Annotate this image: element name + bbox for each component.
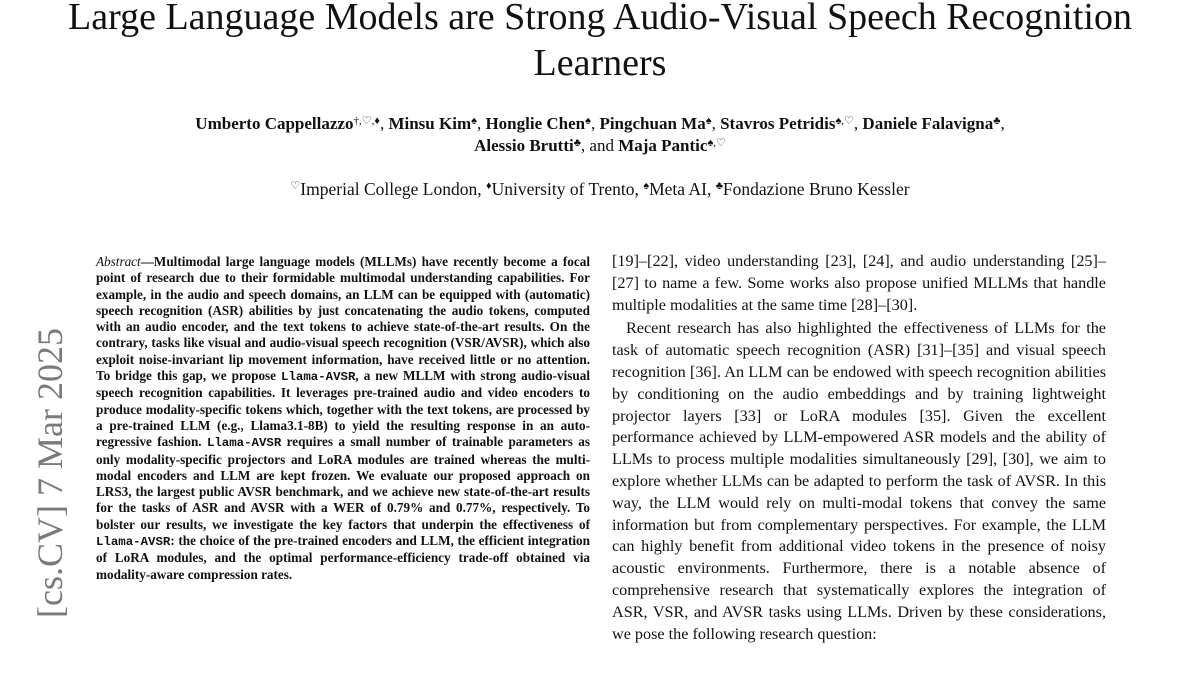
author-marks: ♣ — [993, 115, 1001, 127]
author-marks: ♠ — [471, 115, 477, 127]
affiliation-mark: ♦ — [485, 180, 492, 192]
model-name: Llama-AVSR — [96, 535, 171, 550]
author-name: Minsu Kim — [388, 114, 472, 133]
abstract-text: : the choice of the pre-trained encoders and LLM, the efficient integration of LoRA modules, and the optimal performance-efficiency trade-off obtained via modality-aware compression rates. — [96, 533, 590, 582]
author-name: Pingchuan Ma — [599, 114, 706, 133]
author-list: Umberto Cappellazzo†,♡,♦, Minsu Kim♠, Honglie Chen♠, Pingchuan Ma♠, Stavros Petridis♠,♡, Daniele Falavigna♣, Alessio Brutti♣, and Maja Pantic♠,♡ — [195, 114, 1005, 155]
author-conjunction: and — [589, 136, 614, 155]
abstract-label: Abstract — [96, 254, 141, 269]
model-name: Llama-AVSR — [281, 370, 356, 385]
abstract-dash: — — [140, 254, 154, 269]
author-name: Stavros Petridis — [720, 114, 836, 133]
author-marks: ♠,♡ — [707, 137, 726, 149]
author-name: Umberto Cappellazzo — [195, 114, 354, 133]
affiliation-mark: ♣ — [715, 180, 723, 192]
affiliation-name: Fondazione Bruno Kessler — [722, 179, 910, 199]
body-paragraph: [19]–[22], video understanding [23], [24], and audio understanding [25]–[27] to name a few. Some works also propose unified MLLMs that handle multiple modalities at the same time [28]–[30]. — [612, 252, 1106, 314]
affiliation-mark: ♠ — [643, 180, 650, 192]
author-name: Maja Pantic — [618, 136, 708, 155]
abstract-text: Multimodal large language models (MLLMs) have recently become a focal point of research due to their formidable multimodal understanding capabilities. For example, in the audio and speech domains, an LLM can be equipped with (automatic) speech recognition (ASR) abilities by just concatenating the audio tokens, computed with an audio encoder, and the text tokens to achieve state-of-the-art results. On the contrary, tasks like visual and audio-visual speech recognition (VSR/AVSR), which also exploit noise-invariant lip movement information, have received little or no attention. To bridge this gap, we propose — [96, 254, 590, 384]
abstract-text: requires a small number of trainable parameters as only modality-specific projectors and LoRA modules are trained whereas the multi-modal encoders and LLM are kept frozen. We evaluate our proposed approach on LRS3, the largest public AVSR benchmark, and we achieve new state-of-the-art results for the tasks of ASR and AVSR with a WER of 0.79% and 0.77%, respectively. To bolster our results, we investigate the key factors that underpin the effectiveness of — [96, 434, 590, 532]
author-name: Honglie Chen — [485, 114, 586, 133]
author-marks: ♣ — [573, 137, 581, 149]
affiliation-list: ♡Imperial College London, ♦University of Trento, ♠Meta AI, ♣Fondazione Bruno Kessler — [290, 179, 910, 199]
abstract — [96, 254, 590, 583]
author-marks: ♠ — [705, 115, 712, 127]
abstract-text: , a new MLLM with strong audio-visual speech recognition capabilities. It leverages pre-trained audio and video encoders to produce modality-specific tokens which, together with the text tokens, are processed by a pre-trained LLM (e.g., Llama3.1-8B) to yield the resulting response in an auto-regressive fashion. — [96, 368, 590, 450]
affiliation-name: Meta AI — [649, 179, 707, 199]
author-name: Alessio Brutti — [474, 136, 574, 155]
body-column — [612, 251, 1106, 645]
author-name: Daniele Falavigna — [862, 114, 994, 133]
arxiv-stamp: [cs.CV] 7 Mar 2025 — [30, 328, 70, 618]
paper-title: Large Language Models are Strong Audio-Visual Speech Recognition Learners — [68, 0, 1132, 84]
body-paragraph: Recent research has also highlighted the effectiveness of LLMs for the task of automatic speech recognition (ASR) [31]–[35] and visual speech recognition [36]. An LLM can be endowed with speech recognition abilities by conditioning on the audio embeddings and by training lightweight projector layers [33] or LoRA modules [35]. Given the excellent performance achieved by LLM-empowered ASR models and the ability of LLMs to process multiple modalities simultaneously [29], [30], we aim to explore whether LLMs can be adapted to perform the task of AVSR. In this way, the LLM would rely on multi-modal tokens that convey the same information but from complementary perspectives. For example, the LLM can highly benefit from additional video tokens in the presence of noisy acoustic environments. Furthermore, there is a notable absence of comprehensive research that systematically explores the integration of ASR, VSR, and AVSR tasks using LLMs. Driven by these considerations, we pose the following research question: — [612, 319, 1106, 643]
author-marks: ♠ — [585, 115, 591, 127]
model-name: Llama-AVSR — [206, 436, 282, 451]
affiliation-mark: ♡ — [290, 180, 301, 192]
affiliation-name: University of Trento — [491, 179, 635, 199]
author-marks: ♠,♡ — [835, 115, 854, 127]
affiliation-name: Imperial College London — [300, 179, 478, 199]
author-marks: †,♡,♦ — [353, 115, 380, 127]
